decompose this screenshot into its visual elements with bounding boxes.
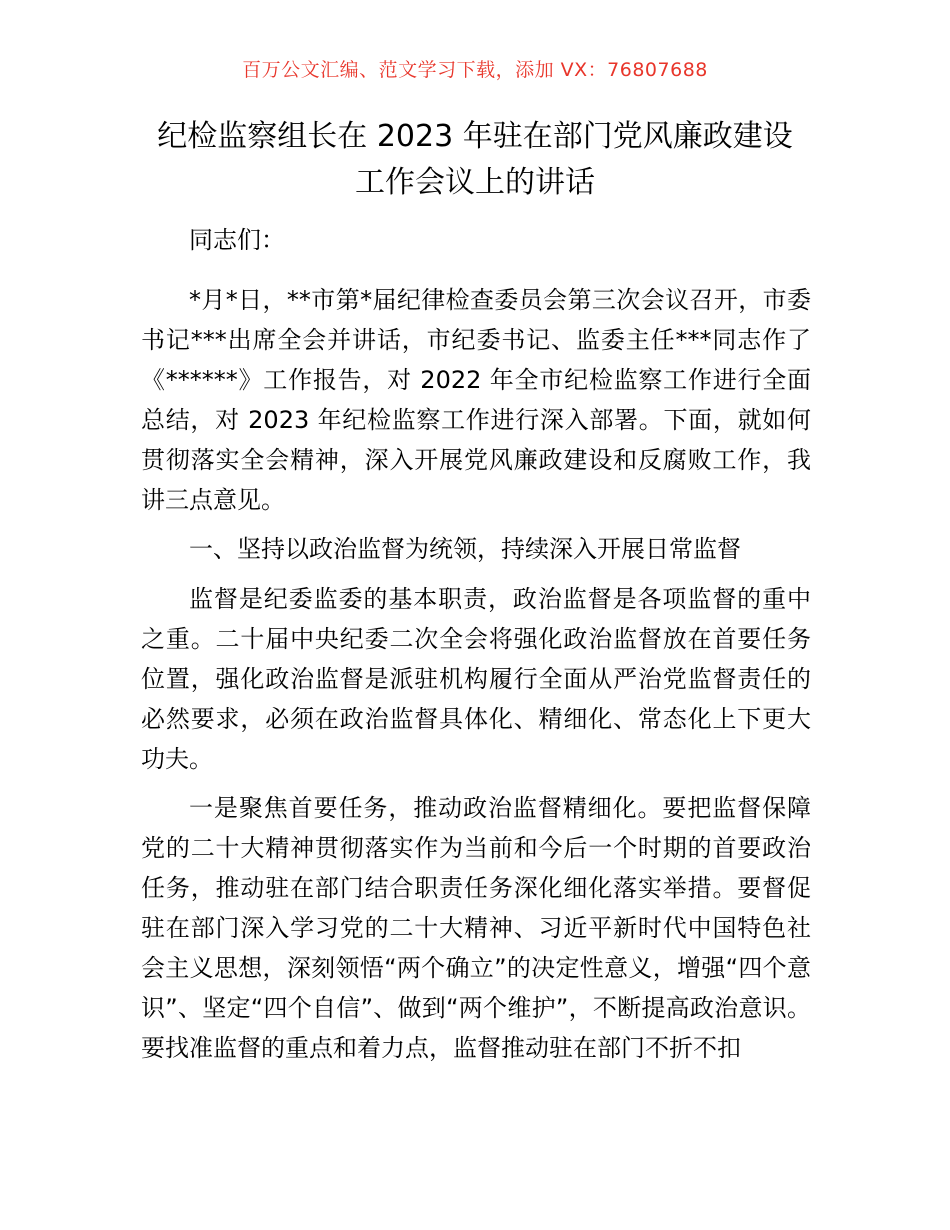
title-line-1: 纪检监察组长在 2023 年驻在部门党风廉政建设 <box>157 119 793 154</box>
paragraph-intro: *月*日，**市第*届纪律检查委员会第三次会议召开，市委书记***出席全会并讲话，市纪委书记、监委主任***同志作了《******》工作报告，对 2022 年全市纪检监察工作进行全面总结，对 2023 年纪检监察工作进行深入部署。下面，就如何贯彻落实全会精神，深入开展党风廉政建设和反腐败工作，我讲三点意见。 <box>141 286 811 514</box>
document-title <box>120 114 830 206</box>
title-line-2: 工作会议上的讲话 <box>355 165 595 200</box>
paragraph-point-1: 一是聚焦首要任务，推动政治监督精细化。要把监督保障党的二十大精神贯彻落实作为当前和今后一个时期的首要政治任务，推动驻在部门结合职责任务深化细化落实举措。要督促驻在部门深入学习党的二十大精神、习近平新时代中国特色社会主义思想，深刻领悟“两个确立”的决定性意义，增强“四个意识”、坚定“四个自信”、做到“两个维护”，不断提高政治意识。要找准监督的重点和着力点，监督推动驻在部门不折不扣 <box>141 794 811 1062</box>
paragraph-section-1: 监督是纪委监委的基本职责，政治监督是各项监督的重中之重。二十届中央纪委二次全会将强化政治监督放在首要任务位置，强化政治监督是派驻机构履行全面从严治党监督责任的必然要求，必须在政治监督具体化、精细化、常态化上下更大功夫。 <box>141 585 811 773</box>
watermark-banner: 百万公文汇编、范文学习下载，添加 VX：76807688 <box>242 59 708 81</box>
salutation: 同志们： <box>189 226 285 254</box>
document-body <box>141 220 811 1077</box>
section-heading-1: 一、坚持以政治监督为统领，持续深入开展日常监督 <box>189 535 741 563</box>
